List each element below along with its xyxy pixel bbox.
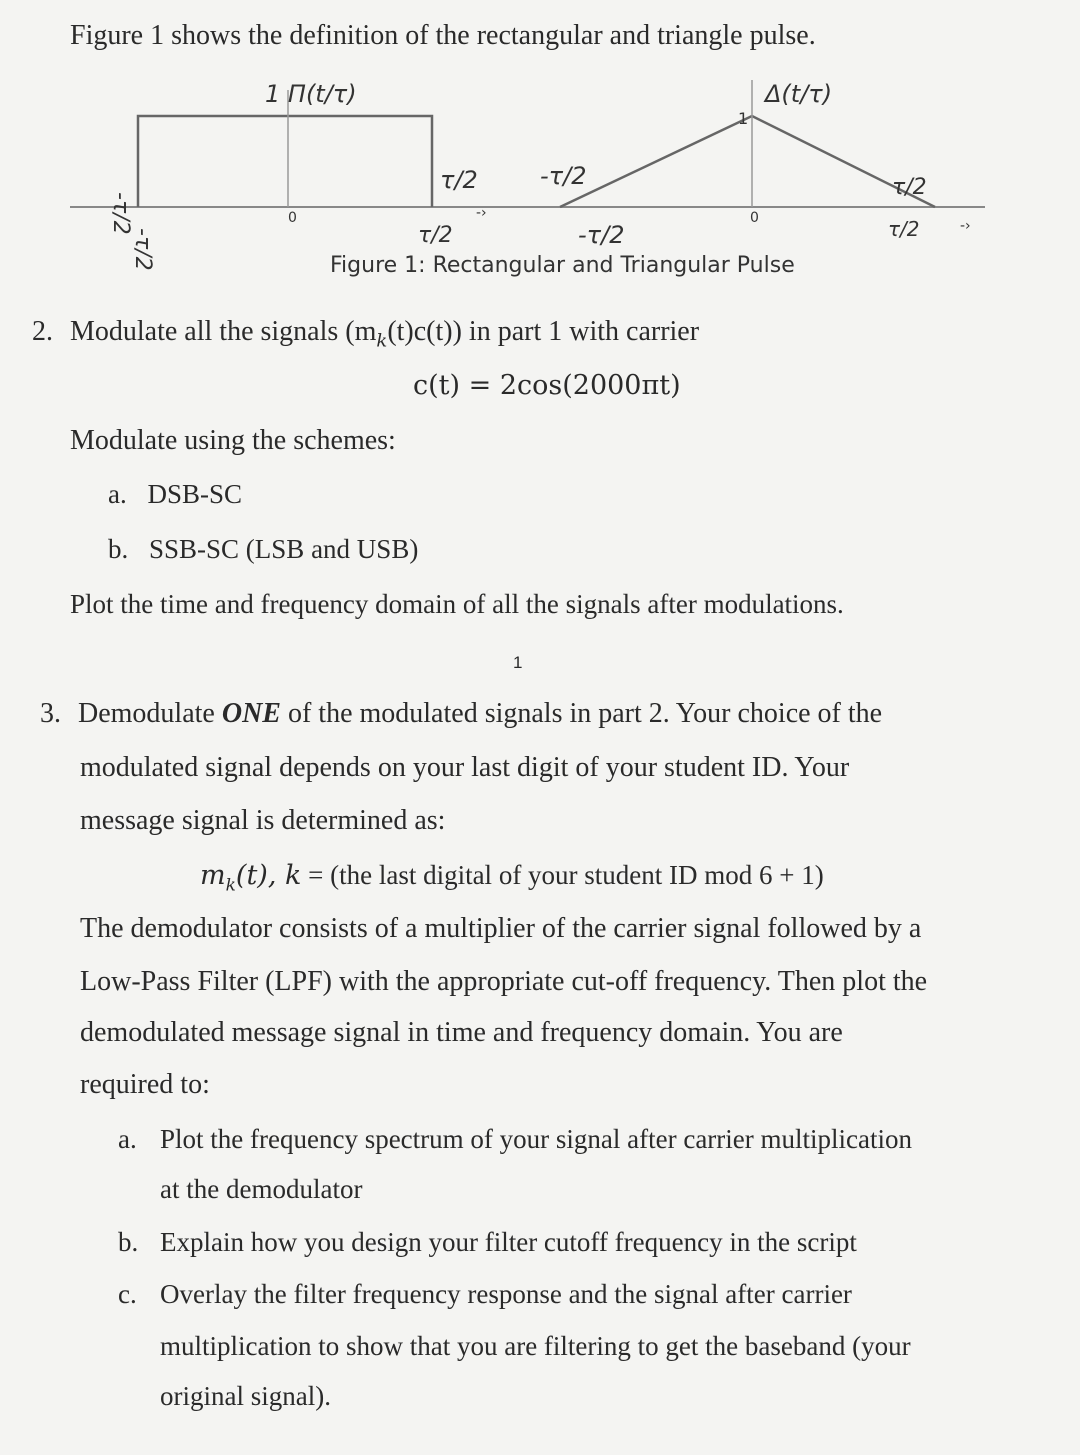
tri-pos-half-label: τ/2 <box>892 175 927 200</box>
q3-item-a-line1: Plot the frequency spectrum of your signal after carrier multiplication <box>160 1124 912 1154</box>
tri-zero-label: 0 <box>750 210 759 226</box>
rect-label: 1 Π(t/τ) <box>265 80 357 108</box>
tri-neg-tick-label: -τ/2 <box>578 221 625 249</box>
q3-line2: modulated signal depends on your last digit of your student ID. Your <box>80 752 850 783</box>
scheme-b <box>108 534 418 565</box>
q2-statement <box>32 316 699 352</box>
tri-label: Δ(t/τ) <box>765 80 833 108</box>
intro-text: Figure 1 shows the definition of the rectangular and triangle pulse. <box>70 20 816 51</box>
formula-m: m <box>200 860 226 891</box>
figure-1 <box>0 60 1080 300</box>
q3-line1-pre: Demodulate <box>78 698 222 729</box>
rect-pos-tick-label: τ/2 <box>418 223 453 248</box>
message-formula <box>200 860 824 895</box>
rect-neg-tick-label-2: -τ/2 <box>130 228 155 271</box>
rect-pulse <box>138 116 432 207</box>
rect-zero-label: 0 <box>288 210 297 226</box>
q3-item-c-label: c. <box>118 1279 137 1309</box>
tri-peak-label: 1 <box>738 109 749 128</box>
formula-text: = (the last digital of your student ID mod 6 + 1) <box>301 860 824 890</box>
q3-item-c-line1: Overlay the filter frequency response and the signal after carrier <box>160 1279 852 1309</box>
tri-pulse <box>560 116 935 207</box>
q3-item-a-label: a. <box>118 1124 137 1154</box>
q3-line3: message signal is determined as: <box>80 805 446 836</box>
q3-item-c-line3: original signal). <box>160 1381 331 1411</box>
scheme-a <box>108 479 242 510</box>
arrow-mark-1: ‑› <box>476 205 487 221</box>
q3-item-c-line2: multiplication to show that you are filtering to get the baseband (your <box>160 1331 911 1361</box>
q3-line7: required to: <box>80 1069 210 1100</box>
q3-item-b-line1: Explain how you design your filter cutoff frequency in the script <box>160 1227 857 1257</box>
page-number: 1 <box>513 653 523 672</box>
q2-number: 2. <box>32 316 53 347</box>
q3-item-a-line2: at the demodulator <box>160 1174 363 1204</box>
q2-subscript: k <box>376 330 388 352</box>
figure-caption: Figure 1: Rectangular and Triangular Pulse <box>330 253 795 278</box>
q3-item-b-label: b. <box>118 1227 139 1257</box>
scheme-b-text: SSB-SC (LSB and USB) <box>149 534 419 564</box>
q2-text: Modulate all the signals (m <box>70 316 377 347</box>
rect-half-width-label: τ/2 <box>440 166 478 194</box>
formula-rest: (t), k <box>235 860 302 891</box>
carrier-equation: c(t) = 2cos(2000πt) <box>413 370 681 401</box>
q3-line1 <box>40 698 882 730</box>
formula-sub: k <box>225 875 236 896</box>
q2-text2: (t)c(t)) in part 1 with carrier <box>387 316 700 347</box>
arrow-mark-2: ‑› <box>960 218 971 234</box>
tri-neg-half-label: -τ/2 <box>540 162 587 190</box>
tri-pos-tick-label: τ/2 <box>888 217 920 241</box>
schemes-intro: Modulate using the schemes: <box>70 425 396 456</box>
scheme-b-label: b. <box>108 534 129 564</box>
q3-line6: demodulated message signal in time and frequency domain. You are <box>80 1017 843 1048</box>
scheme-a-text: DSB-SC <box>147 479 243 509</box>
plot-instruction: Plot the time and frequency domain of all the signals after modulations. <box>70 589 844 619</box>
q3-emphasis: ONE <box>221 698 281 729</box>
scheme-a-label: a. <box>108 479 127 509</box>
q3-line5: Low-Pass Filter (LPF) with the appropriate cut-off frequency. Then plot the <box>80 966 928 997</box>
q3-line4: The demodulator consists of a multiplier of the carrier signal followed by a <box>80 913 922 944</box>
q3-number: 3. <box>40 698 61 729</box>
q3-line1-post: of the modulated signals in part 2. Your choice of the <box>280 698 883 729</box>
rect-neg-tick-label-1: -τ/2 <box>108 192 133 235</box>
